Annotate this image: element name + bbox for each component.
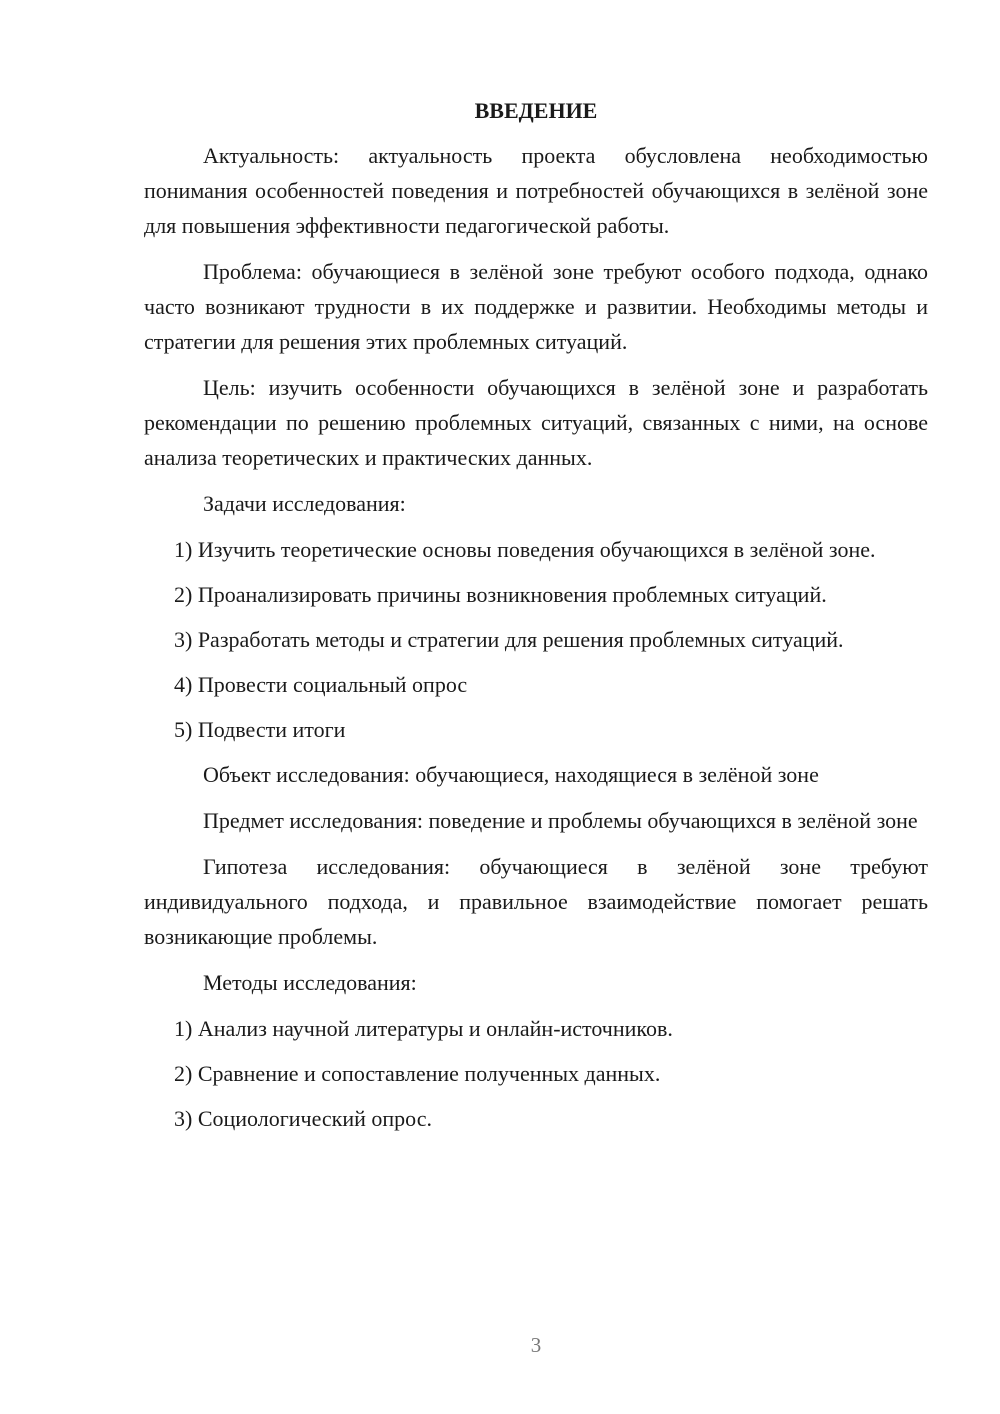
task-item: 4) Провести социальный опрос — [174, 672, 468, 697]
method-item: 3) Социологический опрос. — [174, 1106, 432, 1131]
methods-heading: Методы исследования: — [203, 970, 417, 995]
object-paragraph: Объект исследования: обучающиеся, находящиеся в зелёной зоне — [203, 762, 819, 787]
task-item: 3) Разработать методы и стратегии для решения проблемных ситуаций. — [174, 627, 844, 652]
task-item: 1) Изучить теоретические основы поведения обучающихся в зелёной зоне. — [174, 537, 876, 562]
page-title: ВВЕДЕНИЕ — [474, 98, 598, 123]
task-item: 2) Проанализировать причины возникновения проблемных ситуаций. — [174, 582, 827, 607]
problem-paragraph: Проблема: обучающиеся в зелёной зоне требуют особого подхода, однако часто возникают трудности в их поддержке и развитии. Необходимы методы и стратегии для решения этих проблемных ситуаций. — [144, 259, 928, 354]
subject-paragraph: Предмет исследования: поведение и проблемы обучающихся в зелёной зоне — [203, 808, 918, 833]
method-item: 2) Сравнение и сопоставление полученных данных. — [174, 1061, 661, 1086]
page-number: 3 — [530, 1333, 542, 1357]
tasks-heading: Задачи исследования: — [203, 491, 406, 516]
task-item: 5) Подвести итоги — [174, 717, 346, 742]
method-item: 1) Анализ научной литературы и онлайн-источников. — [174, 1016, 673, 1041]
document-body — [144, 93, 928, 1146]
goal-paragraph: Цель: изучить особенности обучающихся в зелёной зоне и разработать рекомендации по решению проблемных ситуаций, связанных с ними, на основе анализа теоретических и практических данных. — [144, 375, 928, 470]
actuality-paragraph: Актуальность: актуальность проекта обусловлена необходимостью понимания особенностей поведения и потребностей обучающихся в зелёной зоне для повышения эффективности педагогической работы. — [144, 143, 928, 238]
hypothesis-paragraph: Гипотеза исследования: обучающиеся в зелёной зоне требуют индивидуального подхода, и правильное взаимодействие помогает решать возникающие проблемы. — [144, 854, 928, 949]
